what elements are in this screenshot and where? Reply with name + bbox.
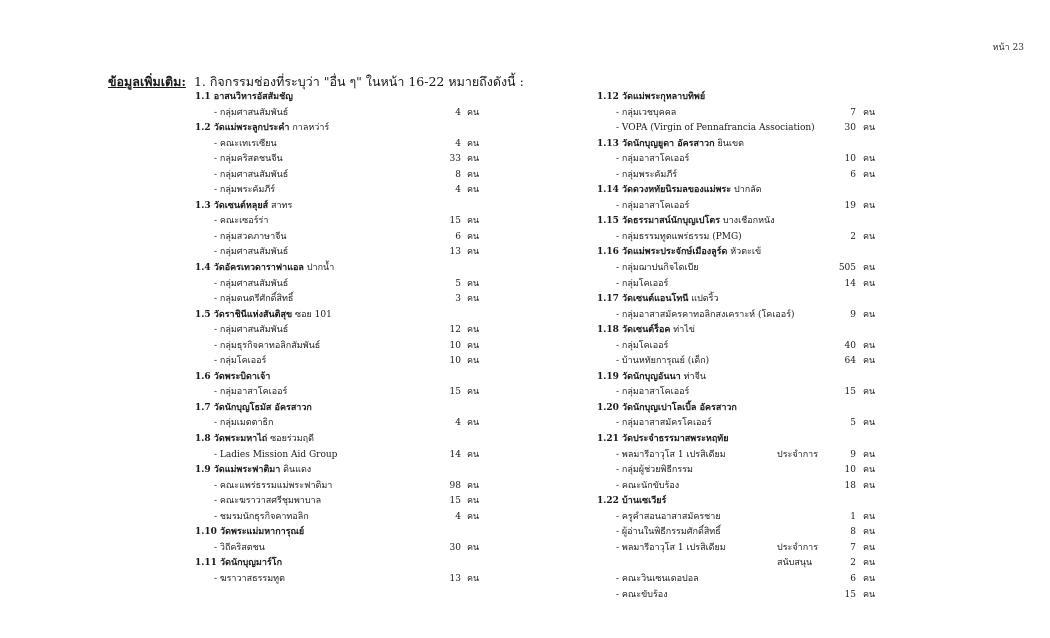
group-name: - กลุ่มศาสนสัมพันธ์	[214, 278, 289, 289]
list-item	[597, 556, 880, 572]
parish-location: ปากลัด	[733, 185, 762, 196]
group-name: - คณะฆราวาสศรีชุมพาบาล	[214, 496, 322, 507]
unit-label: คน	[467, 169, 480, 180]
section-title-row	[195, 556, 485, 572]
unit-label: คน	[467, 107, 480, 118]
unit-label: คน	[863, 154, 876, 165]
parish-name: 1.15 วัดธรรมาสน์นักบุญเปโตร	[597, 216, 721, 227]
list-item	[195, 448, 485, 464]
unit-label: คน	[467, 496, 480, 507]
unit-label: คน	[467, 340, 480, 351]
parish-name: 1.16 วัดแม่พระประจักษ์เมืองลูร์ด	[597, 247, 728, 258]
parish-location: ท่าไข่	[673, 325, 695, 336]
member-count: 30	[844, 123, 856, 134]
heading-label: ข้อมูลเพิ่มเติม:	[108, 74, 186, 89]
list-item	[597, 385, 880, 401]
parish-name: 1.5 วัดราชินีแห่งสันติสุข	[195, 309, 293, 320]
group-name: - กลุ่มศาสนสัมพันธ์	[214, 325, 289, 336]
group-name: - กลุ่มศาสนสัมพันธ์	[214, 169, 289, 180]
group-name: - กลุ่มอาสาโคเออร์	[616, 154, 690, 165]
group-name: - กลุ่มโคเออร์	[214, 356, 267, 367]
section-title-row	[597, 214, 880, 230]
unit-label: คน	[863, 263, 876, 274]
right-column	[597, 90, 880, 603]
member-count: 6	[850, 169, 856, 180]
section-title-row	[195, 261, 485, 277]
member-count: 4	[455, 138, 461, 149]
parish-name: 1.6 วัดพระบิดาเจ้า	[195, 371, 271, 382]
group-name: - บ้านหทัยการุณย์ (เด็ก)	[616, 356, 710, 367]
list-item	[597, 261, 880, 277]
left-column	[195, 90, 485, 588]
member-count: 13	[449, 247, 461, 258]
unit-label: คน	[863, 200, 876, 211]
member-count: 30	[449, 542, 461, 553]
parish-name: 1.22 บ้านเซเวียร์	[597, 496, 667, 507]
list-item	[597, 152, 880, 168]
unit-label: คน	[863, 309, 876, 320]
unit-label: คน	[863, 542, 876, 553]
group-name: - กลุ่มอาสาสมัครโคเออร์	[616, 418, 712, 429]
member-count: 4	[455, 185, 461, 196]
unit-label: คน	[863, 107, 876, 118]
list-item	[195, 292, 485, 308]
list-item	[597, 588, 880, 604]
list-item	[195, 277, 485, 293]
section-title-row	[597, 432, 880, 448]
group-name: - กลุ่มโคเออร์	[616, 340, 669, 351]
unit-label: คน	[467, 573, 480, 584]
unit-label: คน	[467, 138, 480, 149]
list-item	[195, 137, 485, 153]
group-name: - กลุ่มผู้ช่วยพิธีกรรม	[616, 465, 693, 476]
member-count: 3	[455, 294, 461, 305]
member-count: 9	[850, 309, 856, 320]
group-status: ประจำการ	[777, 449, 819, 460]
group-name: - คณะเทเรเซียน	[214, 138, 277, 149]
member-count: 64	[844, 356, 856, 367]
unit-label: คน	[863, 527, 876, 538]
parish-name: 1.17 วัดเซนต์แอนโทนี	[597, 294, 689, 305]
unit-label: คน	[863, 278, 876, 289]
member-count: 10	[449, 340, 461, 351]
member-count: 4	[455, 107, 461, 118]
unit-label: คน	[863, 449, 876, 460]
unit-label: คน	[863, 418, 876, 429]
parish-location: ดินแดง	[283, 465, 312, 476]
member-count: 14	[449, 449, 461, 460]
section-title-row	[597, 401, 880, 417]
member-count: 8	[455, 169, 461, 180]
list-item	[195, 572, 485, 588]
list-item	[195, 339, 485, 355]
group-name: - กลุ่มคริสตชนจีน	[214, 154, 283, 165]
unit-label: คน	[467, 356, 480, 367]
list-item	[597, 106, 880, 122]
group-name: - ครูคำสอนอาสาสมัครชาย	[616, 511, 721, 522]
list-item	[195, 479, 485, 495]
list-item	[195, 214, 485, 230]
list-item	[597, 479, 880, 495]
group-name: - วิถีคริสตชน	[214, 542, 265, 553]
group-name: - กลุ่มดนตรีศักดิ์สิทธิ์	[214, 294, 294, 305]
unit-label: คน	[863, 480, 876, 491]
member-count: 1	[850, 511, 856, 522]
group-name: - กลุ่มธุรกิจคาทอลิกสัมพันธ์	[214, 340, 321, 351]
member-count: 10	[844, 154, 856, 165]
section-title-row	[597, 370, 880, 386]
parish-location: บางเชือกหนัง	[722, 216, 775, 227]
parish-location: แปดริ้ว	[691, 294, 719, 305]
parish-name: 1.13 วัดนักบุญยูดา อัครสาวก	[597, 138, 715, 149]
list-item	[195, 494, 485, 510]
member-count: 2	[850, 558, 856, 569]
group-name: - กลุ่มอาสาโคเออร์	[616, 387, 690, 398]
group-status: ประจำการ	[777, 542, 819, 553]
section-title-row	[195, 432, 485, 448]
unit-label: คน	[467, 449, 480, 460]
list-item	[195, 152, 485, 168]
section-title-row	[195, 370, 485, 386]
parish-name: 1.3 วัดเซนต์หลุยส์	[195, 200, 269, 211]
member-count: 13	[449, 573, 461, 584]
member-count: 4	[455, 418, 461, 429]
unit-label: คน	[467, 325, 480, 336]
member-count: 14	[844, 278, 856, 289]
parish-name: 1.14 วัดดวงหทัยนิรมลของแม่พระ	[597, 185, 732, 196]
group-name: - ชมรมนักธุรกิจคาทอลิก	[214, 511, 309, 522]
group-name: - กลุ่มสวดภาษาจีน	[214, 231, 287, 242]
section-title-row	[195, 199, 485, 215]
member-count: 2	[850, 231, 856, 242]
group-name: - พลมารีอาวุโส 1 เปรสิเดียม	[616, 449, 726, 460]
member-count: 9	[850, 449, 856, 460]
group-name: - กลุ่มศาสนสัมพันธ์	[214, 107, 289, 118]
parish-name: 1.21 วัดประจำธรรมาสพระหฤทัย	[597, 434, 729, 445]
member-count: 5	[455, 278, 461, 289]
group-name: - ฆราวาสธรรมทูต	[214, 573, 285, 584]
unit-label: คน	[863, 511, 876, 522]
unit-label: คน	[467, 247, 480, 258]
group-name: - คณะเซอร์ร่า	[214, 216, 269, 227]
list-item	[195, 183, 485, 199]
member-count: 4	[455, 511, 461, 522]
member-count: 6	[850, 573, 856, 584]
unit-label: คน	[467, 231, 480, 242]
parish-location: หัวตะเข้	[730, 247, 762, 258]
unit-label: คน	[467, 294, 480, 305]
unit-label: คน	[467, 511, 480, 522]
list-item	[597, 572, 880, 588]
group-name: - ผู้อ่านในพิธีกรรมศักดิ์สิทธิ์	[616, 527, 721, 538]
list-item	[195, 323, 485, 339]
unit-label: คน	[467, 418, 480, 429]
parish-name: 1.11 วัดนักบุญมาร์โก	[195, 558, 283, 569]
group-name: - กลุ่มอาสาโคเออร์	[616, 200, 690, 211]
group-name: - คณะขับร้อง	[616, 589, 668, 600]
member-count: 8	[850, 527, 856, 538]
unit-label: คน	[467, 278, 480, 289]
section-title-row	[597, 137, 880, 153]
member-count: 98	[449, 480, 461, 491]
parish-name: 1.10 วัดพระแม่มหาการุณย์	[195, 527, 305, 538]
list-item	[597, 541, 880, 557]
parish-name: 1.18 วัดเซนต์ร็อค	[597, 325, 671, 336]
list-item	[597, 230, 880, 246]
group-name: - กลุ่มโคเออร์	[616, 278, 669, 289]
member-count: 15	[449, 496, 461, 507]
list-item	[195, 230, 485, 246]
parish-name: 1.7 วัดนักบุญโธมัส อัครสาวก	[195, 402, 312, 413]
section-title-row	[597, 323, 880, 339]
list-item	[597, 463, 880, 479]
group-name: - กลุ่มอาสาโคเออร์	[214, 387, 288, 398]
group-name: - กลุ่มเมตตาธิก	[214, 418, 274, 429]
section-title-row	[195, 401, 485, 417]
section-title-row	[195, 90, 485, 106]
section-title-row	[597, 292, 880, 308]
parish-location: ปากน้ำ	[306, 263, 335, 274]
group-name: - พลมารีอาวุโส 1 เปรสิเดียม	[616, 542, 726, 553]
unit-label: คน	[863, 465, 876, 476]
unit-label: คน	[863, 123, 876, 134]
list-item	[195, 106, 485, 122]
member-count: 15	[844, 589, 856, 600]
list-item	[597, 448, 880, 464]
parish-location: ยินเขต	[717, 138, 744, 149]
unit-label: คน	[863, 387, 876, 398]
group-name: - กลุ่มพระคัมภีร์	[616, 169, 678, 180]
group-name: - Ladies Mission Aid Group	[214, 449, 338, 460]
group-name: - VOPA (Virgin of Pennafrancia Association)	[616, 123, 815, 134]
list-item	[195, 510, 485, 526]
section-title-row	[195, 525, 485, 541]
section-heading	[108, 72, 524, 92]
member-count: 7	[850, 542, 856, 553]
parish-location: สาทร	[270, 200, 293, 211]
member-count: 15	[844, 387, 856, 398]
parish-name: 1.19 วัดนักบุญอันนา	[597, 371, 681, 382]
unit-label: คน	[863, 589, 876, 600]
member-count: 12	[449, 325, 461, 336]
section-title-row	[195, 121, 485, 137]
unit-label: คน	[467, 542, 480, 553]
list-item	[597, 525, 880, 541]
group-status: สนับสนุน	[777, 558, 813, 569]
member-count: 15	[449, 216, 461, 227]
parish-name: 1.2 วัดแม่พระลูกประคำ	[195, 123, 290, 134]
list-item	[597, 510, 880, 526]
section-title-row	[597, 245, 880, 261]
member-count: 10	[844, 465, 856, 476]
unit-label: คน	[467, 154, 480, 165]
unit-label: คน	[863, 231, 876, 242]
member-count: 7	[850, 107, 856, 118]
list-item	[195, 416, 485, 432]
parish-location: กาลหว่าร์	[292, 123, 330, 134]
list-item	[597, 199, 880, 215]
member-count: 505	[838, 263, 856, 274]
group-name: - กลุ่มเวชบุคคล	[616, 107, 677, 118]
group-name: - กลุ่มอาสาสมัครคาทอลิกสงเคราะห์ (โคเออร์)	[616, 309, 795, 320]
parish-name: 1.8 วัดพระมหาไถ่	[195, 434, 268, 445]
group-name: - คณะนักขับร้อง	[616, 480, 680, 491]
list-item	[195, 168, 485, 184]
unit-label: คน	[863, 558, 876, 569]
member-count: 5	[850, 418, 856, 429]
section-title-row	[195, 463, 485, 479]
section-title-row	[597, 494, 880, 510]
section-title-row	[195, 308, 485, 324]
parish-name: 1.4 วัดอัครเทวดาราฟาแอล	[195, 263, 304, 274]
parish-name: 1.12 วัดแม่พระกุหลาบทิพย์	[597, 92, 706, 102]
member-count: 18	[844, 480, 856, 491]
member-count: 33	[449, 154, 461, 165]
unit-label: คน	[467, 387, 480, 398]
list-item	[597, 354, 880, 370]
list-item	[597, 339, 880, 355]
unit-label: คน	[863, 169, 876, 180]
member-count: 19	[844, 200, 856, 211]
group-name: - คณะแพร่ธรรมแม่พระฟาติมา	[214, 480, 333, 491]
group-name: - กลุ่มพระคัมภีร์	[214, 185, 276, 196]
member-count: 15	[449, 387, 461, 398]
unit-label: คน	[467, 480, 480, 491]
unit-label: คน	[863, 573, 876, 584]
member-count: 40	[844, 340, 856, 351]
group-name: - กลุ่มฌาปนกิจไดเบีย	[616, 263, 699, 274]
parish-location: ซอย 101	[294, 309, 332, 320]
group-name: - กลุ่มศาสนสัมพันธ์	[214, 247, 289, 258]
list-item	[597, 277, 880, 293]
member-count: 6	[455, 231, 461, 242]
list-item	[195, 245, 485, 261]
parish-name: 1.1 อาสนวิหารอัสสัมชัญ	[195, 92, 293, 102]
section-title-row	[597, 183, 880, 199]
parish-location: ท่าจีน	[683, 371, 706, 382]
page-number: หน้า 23	[992, 43, 1024, 53]
unit-label: คน	[863, 340, 876, 351]
parish-location: ซอยร่วมฤดี	[270, 434, 314, 445]
unit-label: คน	[467, 185, 480, 196]
heading-text: 1. กิจกรรมช่องที่ระบุว่า "อื่น ๆ" ในหน้า 16-22 หมายถึงดังนี้ :	[193, 74, 524, 89]
list-item	[195, 385, 485, 401]
section-title-row	[597, 90, 880, 106]
parish-name: 1.20 วัดนักบุญเปาโลเบิ้ล อัครสาวก	[597, 402, 737, 413]
unit-label: คน	[467, 216, 480, 227]
list-item	[195, 354, 485, 370]
list-item	[597, 121, 880, 137]
list-item	[597, 168, 880, 184]
group-name: - คณะวินเซนเดอปอล	[616, 573, 699, 584]
parish-name: 1.9 วัดแม่พระฟาติมา	[195, 465, 281, 476]
list-item	[597, 308, 880, 324]
member-count: 10	[449, 356, 461, 367]
group-name: - กลุ่มธรรมทูตแพร่ธรรม (PMG)	[616, 231, 742, 242]
list-item	[195, 541, 485, 557]
unit-label: คน	[863, 356, 876, 367]
list-item	[597, 416, 880, 432]
